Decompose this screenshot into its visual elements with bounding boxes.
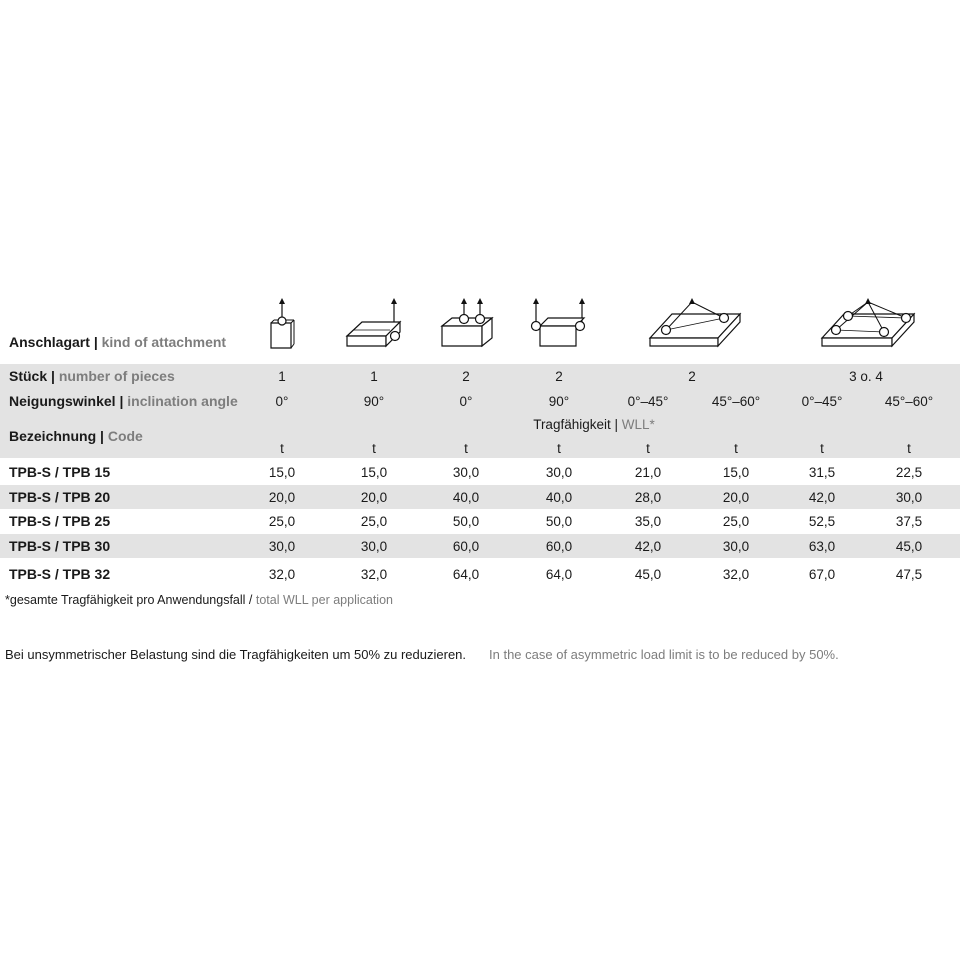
value-cell: 25,0 <box>722 514 750 529</box>
angle-cell: 45°–60° <box>711 394 761 409</box>
value-cell: 30,0 <box>545 465 573 480</box>
pieces-cell: 2 <box>555 369 563 384</box>
value-cell: 42,0 <box>808 490 836 505</box>
unit-cell: t <box>734 441 738 456</box>
value-cell: 30,0 <box>268 539 296 554</box>
value-cell: 52,5 <box>808 514 836 529</box>
wll-label: Tragfähigkeit | WLL* <box>533 417 655 432</box>
value-cell: 64,0 <box>452 567 480 582</box>
pieces-cell: 1 <box>278 369 286 384</box>
pieces-cell: 1 <box>370 369 378 384</box>
value-cell: 32,0 <box>268 567 296 582</box>
attachment-label: Anschlagart | kind of attachment <box>9 334 227 350</box>
angled-double-lift-icon <box>528 296 590 352</box>
value-cell: 45,0 <box>634 567 662 582</box>
pieces-cell: 3 o. 4 <box>849 369 883 384</box>
pieces-cell: 2 <box>688 369 696 384</box>
value-cell: 20,0 <box>360 490 388 505</box>
pieces-label: Stück | number of pieces <box>9 368 175 384</box>
four-leg-sling-icon <box>816 296 918 352</box>
value-cell: 30,0 <box>895 490 923 505</box>
two-leg-sling-icon <box>644 296 744 352</box>
value-cell: 15,0 <box>360 465 388 480</box>
note-en: In the case of asymmetric load limit is to be reduced by 50%. <box>489 647 839 662</box>
value-cell: 63,0 <box>808 539 836 554</box>
value-cell: 37,5 <box>895 514 923 529</box>
value-cell: 42,0 <box>634 539 662 554</box>
vertical-single-lift-icon <box>266 296 298 352</box>
row-code: TPB-S / TPB 15 <box>9 464 111 480</box>
unit-cell: t <box>820 441 824 456</box>
value-cell: 30,0 <box>452 465 480 480</box>
row-code: TPB-S / TPB 20 <box>9 489 111 505</box>
unit-cell: t <box>280 441 284 456</box>
value-cell: 31,5 <box>808 465 836 480</box>
value-cell: 30,0 <box>360 539 388 554</box>
side-single-lift-icon <box>342 296 408 352</box>
value-cell: 32,0 <box>360 567 388 582</box>
pieces-cell: 2 <box>462 369 470 384</box>
angle-label: Neigungswinkel | inclination angle <box>9 393 238 409</box>
value-cell: 45,0 <box>895 539 923 554</box>
value-cell: 21,0 <box>634 465 662 480</box>
value-cell: 20,0 <box>722 490 750 505</box>
value-cell: 30,0 <box>722 539 750 554</box>
unit-cell: t <box>464 441 468 456</box>
row-code: TPB-S / TPB 25 <box>9 513 111 529</box>
unit-cell: t <box>372 441 376 456</box>
value-cell: 35,0 <box>634 514 662 529</box>
angle-cell: 90° <box>363 394 385 409</box>
angle-cell: 0°–45° <box>627 394 669 409</box>
value-cell: 40,0 <box>545 490 573 505</box>
vertical-double-lift-icon <box>436 296 496 352</box>
angle-cell: 45°–60° <box>884 394 934 409</box>
value-cell: 50,0 <box>545 514 573 529</box>
angle-cell: 0°–45° <box>801 394 843 409</box>
row-code: TPB-S / TPB 32 <box>9 566 111 582</box>
footnote: *gesamte Tragfähigkeit pro Anwendungsfall / total WLL per application <box>5 593 393 607</box>
value-cell: 32,0 <box>722 567 750 582</box>
value-cell: 60,0 <box>545 539 573 554</box>
value-cell: 22,5 <box>895 465 923 480</box>
value-cell: 15,0 <box>722 465 750 480</box>
value-cell: 25,0 <box>268 514 296 529</box>
code-label: Bezeichnung | Code <box>9 428 143 444</box>
value-cell: 15,0 <box>268 465 296 480</box>
unit-cell: t <box>557 441 561 456</box>
value-cell: 40,0 <box>452 490 480 505</box>
angle-cell: 0° <box>459 394 473 409</box>
value-cell: 50,0 <box>452 514 480 529</box>
unit-cell: t <box>907 441 911 456</box>
row-code: TPB-S / TPB 30 <box>9 538 111 554</box>
value-cell: 25,0 <box>360 514 388 529</box>
value-cell: 64,0 <box>545 567 573 582</box>
value-cell: 67,0 <box>808 567 836 582</box>
angle-cell: 0° <box>275 394 289 409</box>
note-de: Bei unsymmetrischer Belastung sind die Tragfähigkeiten um 50% zu reduzieren. <box>5 647 467 662</box>
unit-cell: t <box>646 441 650 456</box>
value-cell: 47,5 <box>895 567 923 582</box>
value-cell: 60,0 <box>452 539 480 554</box>
value-cell: 20,0 <box>268 490 296 505</box>
angle-cell: 90° <box>548 394 570 409</box>
value-cell: 28,0 <box>634 490 662 505</box>
